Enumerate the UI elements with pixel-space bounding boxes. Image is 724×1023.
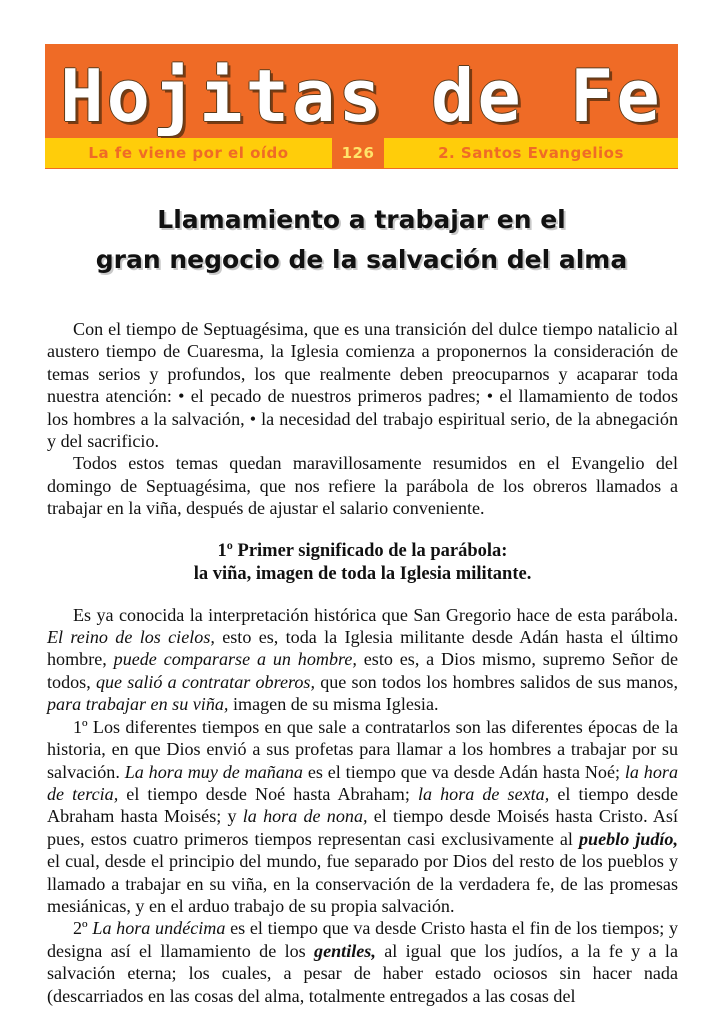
section-heading bbox=[47, 540, 678, 586]
article-title bbox=[45, 200, 678, 280]
text-run: al igual que los judíos, a la fe y a la salvación eterna; los cuales, a pesar de haber estado ociosos sin hacer nada (descarriados en las cosas del alma, totalmente entregados a las cosas del bbox=[47, 940, 678, 1006]
italic-run: la hora de sexta, bbox=[417, 783, 550, 804]
section-heading-line2: la viña, imagen de toda la Iglesia militante. bbox=[193, 563, 532, 584]
section-paragraph-1 bbox=[47, 604, 678, 716]
text-run: el tiempo desde Noé hasta Abraham; bbox=[126, 783, 410, 804]
text-run: el tiempo desde Abraham hasta Moisés; y bbox=[47, 783, 678, 827]
bold-italic-run: gentiles, bbox=[314, 940, 376, 961]
text-run: imagen de su misma Iglesia. bbox=[232, 694, 439, 715]
italic-run: El reino de los cielos, bbox=[47, 627, 215, 648]
tagline: La fe viene por el oído bbox=[45, 138, 332, 168]
article-body bbox=[47, 318, 678, 1007]
text-run: Es ya conocida la interpretación histórica que San Gregorio hace de esta parábola. bbox=[73, 604, 678, 625]
text-run: que son todos los hombres salidos de sus manos, bbox=[320, 671, 678, 692]
italic-run: que salió a contratar obreros, bbox=[95, 671, 315, 692]
italic-run: la hora de nona, bbox=[242, 806, 368, 827]
article-title-line2: gran negocio de la salvación del alma bbox=[95, 245, 628, 274]
masthead-subbar bbox=[0, 138, 633, 168]
section-paragraph-3 bbox=[47, 917, 678, 1007]
italic-run: puede compararse a un hombre, bbox=[113, 649, 357, 670]
intro-paragraph-2: Todos estos temas quedan maravillosamente resumidos en el Evangelio del domingo de Septuagésima, que nos refiere la parábola de los obreros llamados a trabajar en la viña, después de ajustar el salario conveniente. bbox=[47, 453, 678, 519]
italic-run: la hora de tercia, bbox=[47, 761, 678, 804]
text-run: es el tiempo que va desde Cristo hasta el fin de los tiempos; y designa así el llamamiento de los bbox=[47, 918, 679, 961]
italic-run: La hora undécima bbox=[92, 918, 226, 939]
section-paragraph-2 bbox=[47, 716, 678, 918]
bold-italic-run: pueblo judío, bbox=[578, 828, 678, 849]
text-run: el tiempo desde Moisés hasta Cristo. Así pues, estos cuatro primeros tiempos representan casi exclusivamente al bbox=[47, 806, 678, 849]
article-title-line1: Llamamiento a trabajar en el bbox=[157, 205, 566, 234]
italic-run: La hora muy de mañana bbox=[124, 761, 303, 782]
section-heading-line1: 1º Primer significado de la parábola: bbox=[217, 540, 508, 561]
issue-number: 126 bbox=[332, 138, 384, 168]
intro-paragraph-1: Con el tiempo de Septuagésima, que es una transición del dulce tiempo natalicio al austero tiempo de Cuaresma, la Iglesia comienza a proponernos la consideración de temas serios y profundos, los que realmente deben preocuparnos y acaparar toda nuestra atención: • el pecado de nuestros primeros padres; • el llamamiento de todos los hombres a la salvación, • la necesidad del trabajo espiritual serio, de la abnegación y del sacrificio. bbox=[47, 319, 678, 452]
text-run: esto es, toda la Iglesia militante desde Adán hasta el último hombre, bbox=[47, 627, 678, 670]
text-run: es el tiempo que va desde Adán hasta Noé; bbox=[307, 761, 621, 782]
italic-run: para trabajar en su viña, bbox=[47, 694, 229, 715]
text-run: 1º Los diferentes tiempos en que sale a contratarlos son las diferentes épocas de la historia, en que Dios envió a sus profetas para llamar a los hombres a trabajar por su salvación. bbox=[47, 716, 678, 782]
brand-title: Hojitas de Fe bbox=[60, 54, 663, 138]
text-run: 2º bbox=[73, 918, 88, 939]
text-run: esto es, a Dios mismo, supremo Señor de todos, bbox=[47, 649, 678, 692]
series-label: 2. Santos Evangelios bbox=[384, 138, 678, 168]
text-run: el cual, desde el principio del mundo, fue separado por Dios del resto de los pueblos y llamado a trabajar en su viña, en la conservación de la verdadera fe, de las promesas mesiánicas, y en el arduo trabajo de su propia salvación. bbox=[47, 851, 678, 916]
